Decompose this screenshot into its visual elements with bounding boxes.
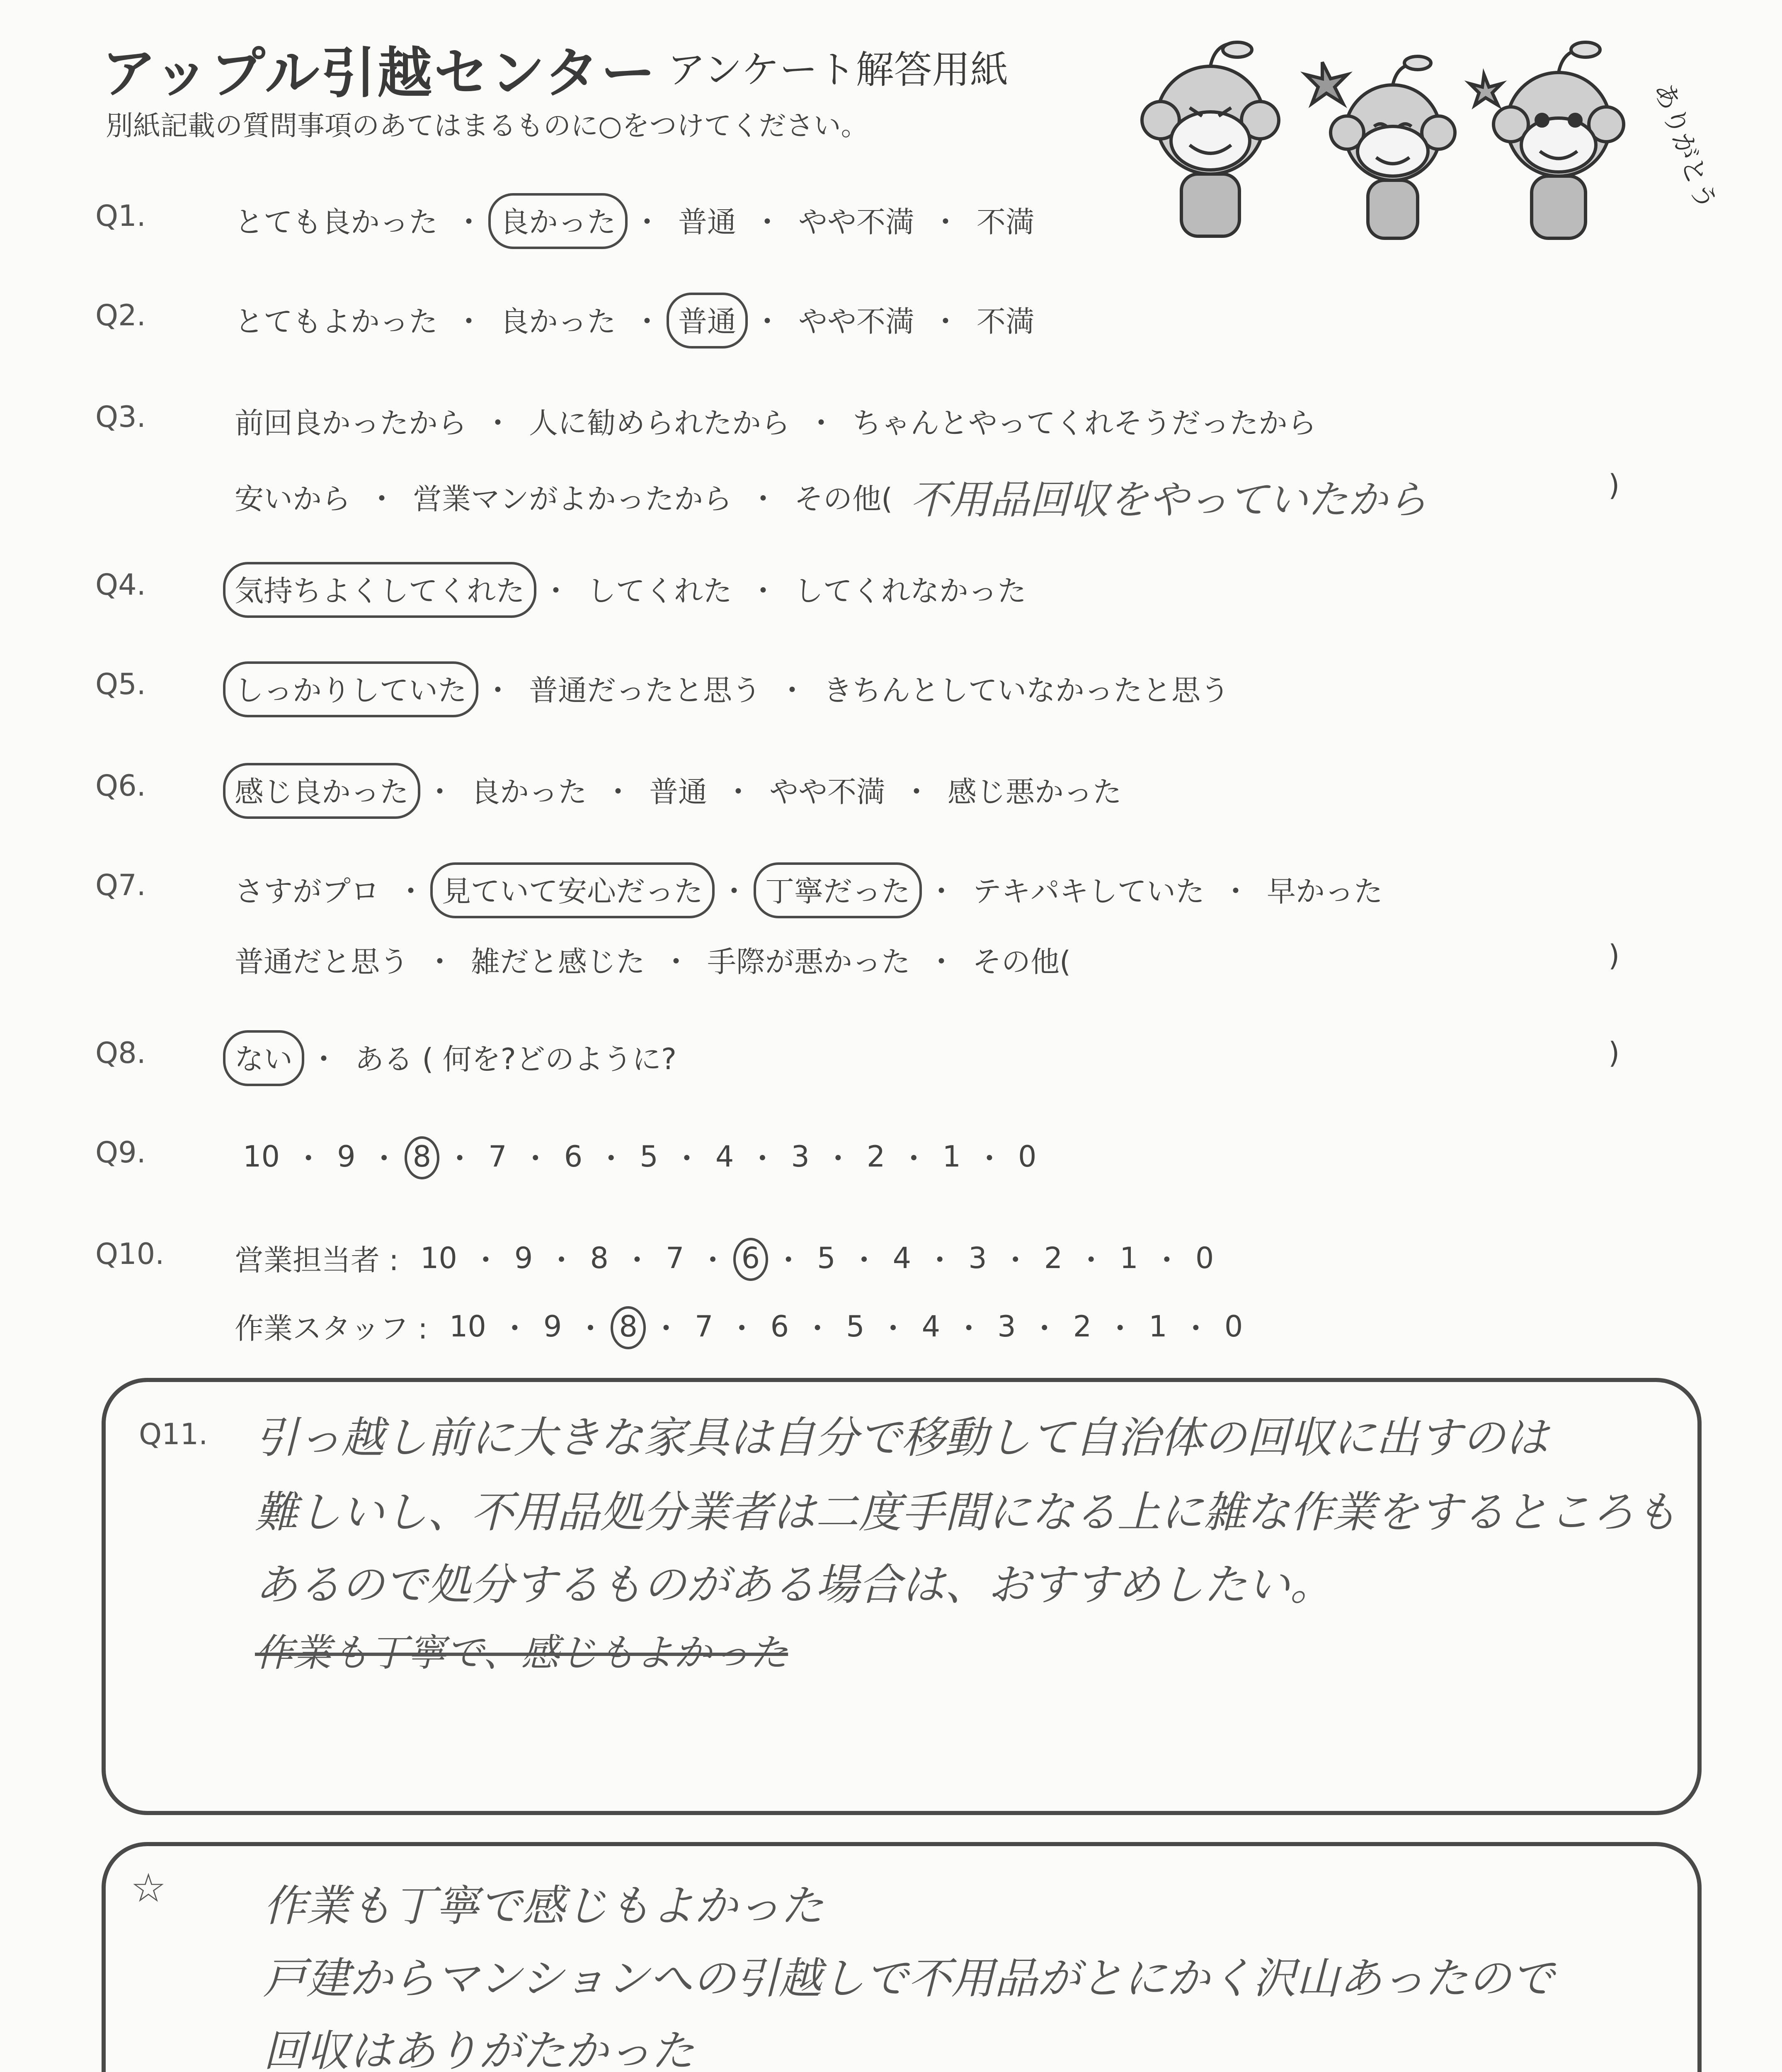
score-option[interactable]: 9: [337, 1139, 356, 1174]
monkey-mascot-illustration: [1127, 37, 1722, 253]
handwritten-line: 作業も丁寧で感じもよかった: [263, 1881, 824, 1931]
option-selected[interactable]: 良かった: [497, 199, 618, 241]
score-option[interactable]: 8: [590, 1241, 609, 1275]
score-option[interactable]: 5: [846, 1309, 865, 1343]
score-option[interactable]: 4: [715, 1139, 734, 1174]
option[interactable]: 人に勧められたから: [529, 406, 790, 440]
score-option-selected[interactable]: 8: [616, 1310, 640, 1343]
score-option[interactable]: 3: [997, 1309, 1016, 1343]
handwritten-line: あるので処分するものがある場合は、おすすめしたい。: [255, 1559, 1333, 1610]
score-option[interactable]: 6: [770, 1309, 789, 1343]
score-option[interactable]: 10: [449, 1309, 486, 1343]
star-icon: ☆: [131, 1865, 167, 1911]
score-option[interactable]: 6: [564, 1139, 583, 1174]
score-option[interactable]: 0: [1018, 1139, 1037, 1174]
option[interactable]: とても良かった: [235, 205, 438, 239]
question-q8: Q8. ない ・ ある ( 何を?どのように? ): [95, 1036, 1629, 1082]
score-option[interactable]: 3: [968, 1241, 987, 1275]
score-option-selected[interactable]: 8: [410, 1140, 434, 1174]
option[interactable]: ちゃんとやってくれそうだったから: [852, 406, 1316, 440]
option-selected[interactable]: しっかりしていた: [232, 667, 469, 709]
handwritten-line: 難しいし、不用品処分業者は二度手間になる上に雑な作業をするところも: [255, 1487, 1678, 1537]
work-staff-label: 作業スタッフ :: [235, 1312, 428, 1346]
question-label: Q9.: [95, 1135, 146, 1169]
handwritten-line: 戸建からマンションへの引越しで不用品がとにかく沢山あったので: [263, 1953, 1554, 2004]
option[interactable]: きちんとしていなかったと思う: [823, 673, 1229, 707]
option[interactable]: とてもよかった: [235, 305, 438, 339]
option-selected[interactable]: ない: [232, 1036, 295, 1078]
option[interactable]: 安いから: [235, 482, 351, 516]
thanks-badge: ありがとう: [1647, 79, 1722, 214]
question-label: Q2.: [95, 298, 146, 332]
score-option[interactable]: 0: [1195, 1241, 1214, 1275]
score-option[interactable]: 10: [420, 1241, 457, 1275]
option[interactable]: 普通だと思う: [235, 945, 409, 979]
close-paren: ): [1608, 939, 1620, 973]
close-paren: ): [1608, 468, 1620, 502]
score-option[interactable]: 1: [942, 1139, 961, 1174]
score-option-selected[interactable]: 6: [739, 1241, 763, 1275]
form-subtitle: アンケート解答用紙: [667, 48, 1009, 92]
question-label: Q7.: [95, 868, 146, 902]
option[interactable]: 普通だったと思う: [529, 673, 761, 707]
option[interactable]: 不満: [977, 305, 1035, 339]
question-label: Q8.: [95, 1036, 146, 1070]
score-option[interactable]: 9: [514, 1241, 533, 1275]
option-selected[interactable]: 感じ良かった: [232, 769, 411, 811]
score-option[interactable]: 7: [695, 1309, 713, 1343]
option[interactable]: テキパキしていた: [972, 874, 1205, 908]
option[interactable]: 普通: [678, 205, 736, 239]
option[interactable]: 普通: [649, 775, 707, 809]
score-option[interactable]: 7: [666, 1241, 684, 1275]
q11-comment-box[interactable]: [102, 1378, 1702, 1815]
sales-rep-label: 営業担当者 :: [235, 1243, 399, 1277]
option[interactable]: してくれた: [587, 574, 732, 608]
question-label: Q1.: [95, 199, 146, 233]
option[interactable]: やや不満: [798, 305, 914, 339]
option[interactable]: 良かった: [500, 305, 616, 339]
score-option[interactable]: 2: [1073, 1309, 1092, 1343]
score-option[interactable]: 5: [640, 1139, 658, 1174]
option[interactable]: ある ( 何を?どのように?: [355, 1042, 677, 1076]
question-q3-line2: 安いから ・ 営業マンがよかったから ・ その他( 不用品回収をやっていたから ): [95, 468, 1629, 514]
option-selected[interactable]: 見ていて安心だった: [439, 868, 706, 910]
option[interactable]: 感じ悪かった: [948, 775, 1122, 809]
form-title: アップル引越センター: [102, 41, 657, 105]
question-label: Q5.: [95, 667, 146, 701]
instruction-text: 別紙記載の質問事項のあてはまるものに○をつけてください。: [106, 110, 868, 142]
option[interactable]: 不満: [977, 205, 1035, 239]
score-option[interactable]: 1: [1120, 1241, 1138, 1275]
handwritten-line: 回収はありがたかった: [263, 2026, 695, 2072]
option[interactable]: やや不満: [769, 775, 885, 809]
option[interactable]: 早かった: [1267, 874, 1383, 908]
question-label: Q10.: [95, 1237, 165, 1271]
option-selected[interactable]: 普通: [676, 298, 739, 340]
question-label: Q11.: [139, 1417, 208, 1451]
handwritten-line: 引っ越し前に大きな家具は自分で移動して自治体の回収に出すのは: [255, 1412, 1549, 1463]
option-selected[interactable]: 丁寧だった: [763, 868, 913, 910]
option[interactable]: 手際が悪かった: [707, 945, 910, 979]
star-comment-box[interactable]: [102, 1842, 1702, 2072]
option[interactable]: やや不満: [798, 205, 914, 239]
score-option[interactable]: 2: [866, 1139, 885, 1174]
score-option[interactable]: 1: [1149, 1309, 1167, 1343]
monkey-icon: [1493, 42, 1624, 238]
option[interactable]: 雑だと感じた: [471, 945, 645, 979]
score-option[interactable]: 3: [791, 1139, 810, 1174]
option[interactable]: 前回良かったから: [235, 406, 467, 440]
option[interactable]: さすがプロ: [235, 874, 380, 908]
option-selected[interactable]: 気持ちよくしてくれた: [232, 568, 527, 610]
score-option[interactable]: 9: [543, 1309, 562, 1343]
monkey-icon: [1142, 42, 1279, 236]
monkey-icon: [1331, 56, 1455, 238]
question-label: Q3.: [95, 400, 146, 434]
score-option[interactable]: 4: [892, 1241, 912, 1275]
struck-handwritten-line: 作業も丁寧で、感じもよかった: [255, 1631, 788, 1675]
option[interactable]: してくれなかった: [794, 574, 1026, 608]
option[interactable]: その他(: [972, 945, 1071, 979]
option[interactable]: 営業マンがよかったから: [413, 482, 732, 516]
option[interactable]: 良かった: [471, 775, 587, 809]
score-option[interactable]: 0: [1224, 1309, 1243, 1343]
score-option[interactable]: 7: [488, 1139, 507, 1174]
question-label: Q6.: [95, 769, 146, 803]
question-label: Q4.: [95, 568, 146, 602]
other-answer-handwritten: 不用品回収をやっていたから: [910, 477, 1428, 523]
score-option[interactable]: 5: [817, 1241, 836, 1275]
score-option[interactable]: 10: [243, 1139, 280, 1174]
close-paren: ): [1608, 1036, 1620, 1070]
score-option[interactable]: 4: [921, 1309, 941, 1343]
score-option[interactable]: 2: [1044, 1241, 1063, 1275]
option[interactable]: その他(: [794, 482, 893, 516]
question-q7-line2: 普通だと思う ・ 雑だと感じた ・ 手際が悪かった ・ その他( ): [95, 939, 1629, 984]
